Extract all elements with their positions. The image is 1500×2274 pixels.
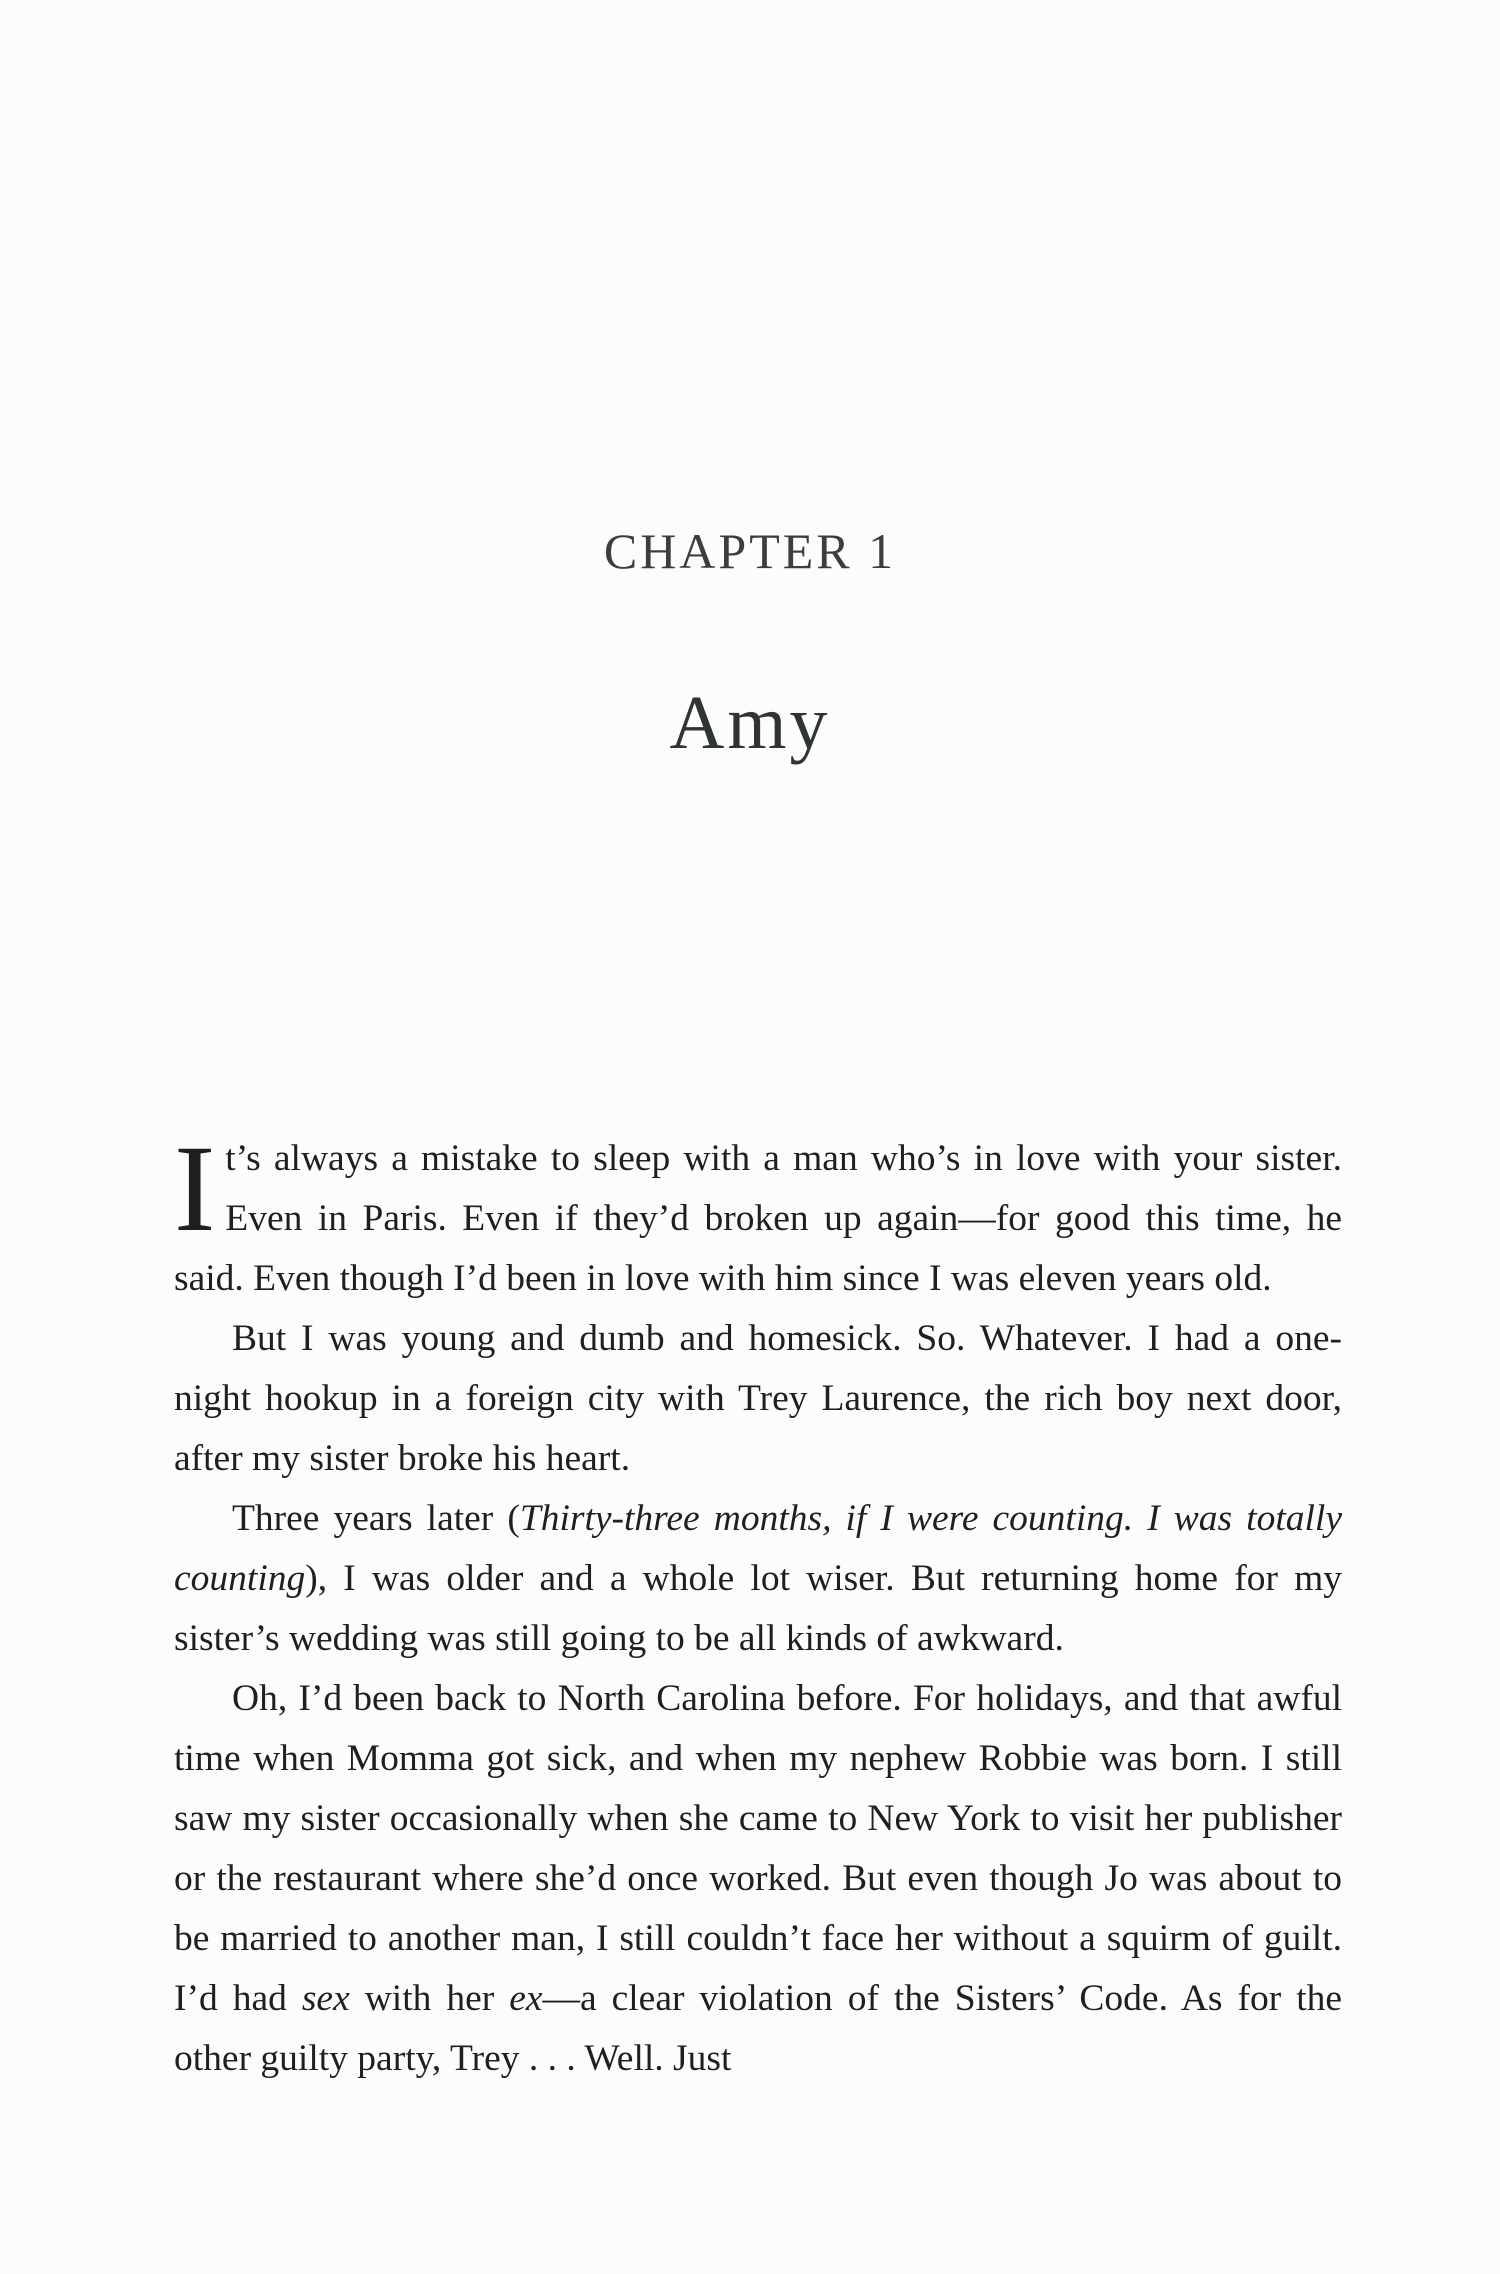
paragraph-1	[174, 1120, 1342, 1309]
paragraph-4	[174, 1669, 1342, 2089]
paragraph-4-italic-sex: sex	[301, 1978, 350, 2019]
paragraph-3-italic: Thirty-three months, if I were counting. I was totally counting	[174, 1498, 1342, 1599]
paragraph-4-mid: with her	[349, 1978, 510, 2019]
body-text	[174, 1120, 1343, 2089]
chapter-label: CHAPTER 1	[603, 523, 897, 579]
paragraph-4-italic-ex: ex	[509, 1978, 543, 2019]
paragraph-1-text: t’s always a mistake to sleep with a man who’s in love with your sister. Even in Paris. Even if they’d broken up again—for good this time, he said. Even though I’d been in love with him since I was eleven years old.	[174, 1138, 1342, 1299]
paragraph-3	[174, 1489, 1342, 1669]
paragraph-3-pre: Three years later (	[232, 1498, 520, 1539]
paragraph-3-post: ), I was older and a whole lot wiser. But returning home for my sister’s wedding was still going to be all kinds of awkward.	[174, 1558, 1342, 1659]
drop-cap: I	[174, 1120, 216, 1257]
chapter-title: Amy	[669, 681, 831, 765]
paragraph-4-post: —a clear violation of the Sisters’ Code. As for the other guilty party, Trey . . . Well. Just	[174, 1978, 1343, 2079]
paragraph-4-pre: Oh, I’d been back to North Carolina before. For holidays, and that awful time when Momma got sick, and when my nephew Robbie was born. I still saw my sister occasionally when she came to New York to visit her publisher or the restaurant where she’d once worked. But even though Jo was about to be married to another man, I still couldn’t face her without a squirm of guilt. I’d had	[174, 1678, 1342, 2019]
paragraph-2: But I was young and dumb and homesick. So. Whatever. I had a one-night hookup in a foreign city with Trey Laurence, the rich boy next door, after my sister broke his heart.	[174, 1318, 1342, 1479]
